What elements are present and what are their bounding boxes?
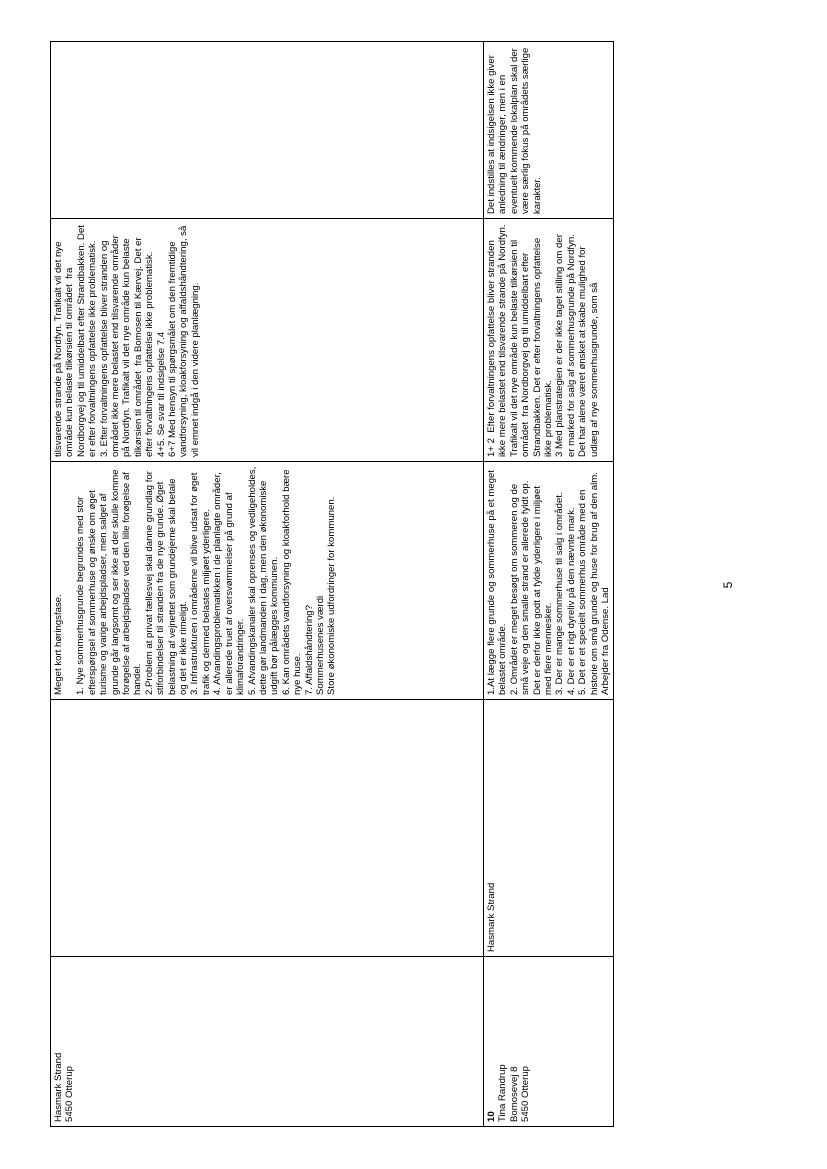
comment-item: Sommerhusenes værdi xyxy=(314,595,326,695)
spacer xyxy=(64,466,75,695)
response-text: 1+ 2 Efter forvaltningens opfattelse bliver stranden ikke mere belastet end tilsvarende strande på Nordfyn. Trafikalt vil det nye område kun belaste tilkørsien til området fra Nordborgvej og til umiddelbart efter Strandbakken. Det er efter forvaltningens opfattelse ikke problematisk. 3 Med planstrategien er der ikke taget stilling om der er marked for salg af sommerhusgrunde på Nordfyn. Det har alene været ønsket at skabe mulighed for udlæg af nye sommerhusgrunde, som så xyxy=(486,224,600,457)
sender-line: 5450 Otterup xyxy=(64,1065,76,1122)
comment-item: 6. Kan områdets vandforsyning og kloakforhold bære nye huse. xyxy=(280,466,304,695)
sender-line: 5450 Otterup xyxy=(520,1065,532,1122)
response-paragraph: 4+5. Se svar til indsigelse 7.4 xyxy=(155,331,167,457)
comment-item: 2.Problem at privat fællesvej skal danne grundlag for stiforbindelser til stranden fra de nye grunde. Øget belastning af vejnettet som grundejerne skal betale og det er ikke rimeligt. xyxy=(143,468,190,695)
comment-text: 1.At lægge flere grunde og sommerhuse på et meget belastet område. 2. Området er meget besøgt om sommeren og de små veje og den smalle strand er allerede fyldt op. Det er derfor ikke godt at fylde yderligere i miljøet med flere mennesker. 3. Der er mange sommerhuse til salg i området. 4. Der er et rigt dyreliv på den nævnte mark. 5. Det er et specielt sommerhus område med en historie om små grunde og huse for brug af den alm. Arbejder fra Odense. Lad xyxy=(486,469,612,695)
comment-item: Store økonomiske udfordringer for kommunen. xyxy=(326,496,338,695)
comment-item: 7. Affaldshåndtering? xyxy=(303,605,315,695)
recommendation-cell xyxy=(51,42,484,219)
comment-item: 1. Nye sommerhusgrunde begrundes med stor efterspørgsel af sommerhuse og ønske om øget turisme og varige arbejdspladser, men salget af grunde går langsomt og ser ikke at der skulle komme forøgelse af arbejdspladser ved den lille forøgelse af handel. xyxy=(75,466,144,695)
response-paragraph: 3. Efter forvaltningens opfattelse bliver stranden og området ikke mere belastet end tilsvarende områder på Nordfyn. Trafikalt vil det nye område kun belaste tilkørsien til området fra Bomosen til Kærvej. Det er efter forvaltningens opfattelse ikke problematisk. xyxy=(98,232,156,457)
response-paragraph: 6+7 Med hensyn til spørgsmålet om den fremtidige vandforsyning, kloakforsyning og affaldshåndtering, så vil emnet indgå i den videre planlægning. xyxy=(167,223,201,457)
table-row xyxy=(51,42,484,1127)
recommendation-cell xyxy=(484,42,614,219)
area-text: Hasmark Strand xyxy=(486,882,497,952)
comment-item: 5. Afvandingskanaler skal oprenses og vedligeholdes, dette gør landmanden i dag, men den økonomiske udgift bør pålægges kommunen. xyxy=(246,464,281,695)
table-row xyxy=(484,42,614,1127)
response-paragraph: tilsvarende strande på Nordfyn. Trafikalt vil det nye område kun belaste tilkørsien til området fra Nordborgvej og til umiddelbart efter Strandbakken. Det er efter forvaltningens opfattelse ikke problematisk. xyxy=(53,222,99,457)
comment-item: 3. Infrastrukturen i områderne vil blive udsat for øget trafik og dermed belastes miljøet yderligere. xyxy=(189,469,212,695)
response-cell xyxy=(51,219,484,462)
comment-intro: Meget kort høringsfase. xyxy=(53,594,64,695)
sender-line: Bomosevej 8 xyxy=(508,1066,520,1122)
page-number: 5 xyxy=(721,581,735,589)
area-cell xyxy=(51,700,484,957)
objection-table xyxy=(50,41,614,1127)
response-cell xyxy=(484,219,614,462)
objection-number: 10 xyxy=(486,1111,497,1122)
comment-cell xyxy=(51,462,484,700)
comment-cell xyxy=(484,462,614,700)
sender-line: Tina Randrup xyxy=(497,1064,509,1122)
area-cell xyxy=(484,700,614,957)
sender-line: Hasmark Strand xyxy=(53,1052,64,1122)
recommendation-text: Det indstilles at indsigelsen ikke giver anledning til ændringer, men i en eventuelt kommende lokalplan skal der være særlig fokus på områdets særlige karakter. xyxy=(486,44,543,214)
sender-cell xyxy=(51,957,484,1127)
sender-cell xyxy=(484,957,614,1127)
rotated-page xyxy=(50,42,612,1127)
comment-item: 4. Afvandingsproblematikken i de planlagte områder, er allerede truet af oversvømmelser på grund af klimaforandringer. xyxy=(212,469,247,695)
